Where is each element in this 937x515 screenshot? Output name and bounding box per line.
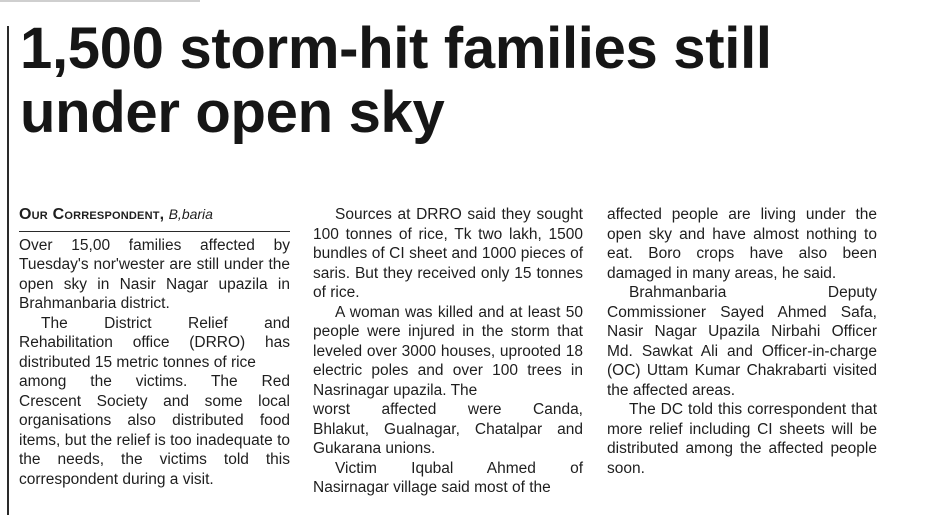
paragraph-2-line-2: Rehabilitation office (DRRO) has distributed 15 metric tonnes of rice	[19, 334, 290, 371]
paragraph-2-line-1: The District Relief and	[41, 314, 290, 332]
paragraph-6	[607, 283, 877, 400]
paragraph-2	[19, 314, 290, 490]
article-column-2	[313, 205, 583, 498]
paragraph-5	[313, 459, 583, 498]
paragraph-4-spaced-line: worst affected were Canda,	[313, 401, 583, 418]
paragraph-1: Over 15,00 families affected by Tuesday's nor'wester are still under the open sky in Nasir Nagar upazila in Brahmanbaria district.	[19, 236, 290, 312]
paragraph-2-line-3: among the victims. The Red	[19, 373, 290, 390]
article-headline: 1,500 storm-hit families still under open sky	[20, 16, 772, 145]
paragraph-4	[313, 303, 583, 459]
article-column-3	[607, 205, 877, 478]
byline-location: B,baria	[168, 206, 213, 222]
paragraph-5-continued: affected people are living under the open sky and have almost nothing to eat. Boro crops have also been damaged in many areas, he said.	[607, 206, 877, 282]
left-column-rule	[7, 26, 9, 515]
paragraph-5-spaced-line: Victim Iqubal Ahmed of	[335, 459, 583, 477]
paragraph-3: Sources at DRRO said they sought 100 tonnes of rice, Tk two lakh, 1500 bundles of CI sheet and 1000 pieces of saris. But they received only 15 tonnes of rice.	[313, 206, 583, 301]
byline	[19, 205, 290, 232]
paragraph-5-rest: Nasirnagar village said most of the	[313, 479, 551, 496]
paragraph-4-rest: Bhlakut, Gualnagar, Chatalpar and Gukarana unions.	[313, 420, 583, 457]
byline-author: Our Correspondent,	[19, 206, 165, 223]
paragraph-6-rest: Commissioner Sayed Ahmed Safa, Nasir Nagar Upazila Nirbahi Officer Md. Sawkat Ali and Officer-in-charge (OC) Uttam Kumar Chakrabarti visited the affected areas.	[607, 303, 877, 399]
top-rule	[0, 0, 200, 2]
paragraph-4-lead: A woman was killed and at least 50 people were injured in the storm that leveled over 3000 houses, uprooted 18 electric poles and over 100 trees in Nasrinagar upazila. The	[313, 303, 583, 399]
paragraph-7: The DC told this correspondent that more relief including CI sheets will be distributed among the affected people soon.	[607, 401, 877, 477]
paragraph-6-spaced-line: Brahmanbaria Deputy	[629, 284, 877, 301]
article-column-1	[19, 205, 290, 489]
paragraph-2-rest: Crescent Society and some local organisations also distributed food items, but the relief is too inadequate to the needs, the victims told this correspondent during a visit.	[19, 392, 290, 488]
